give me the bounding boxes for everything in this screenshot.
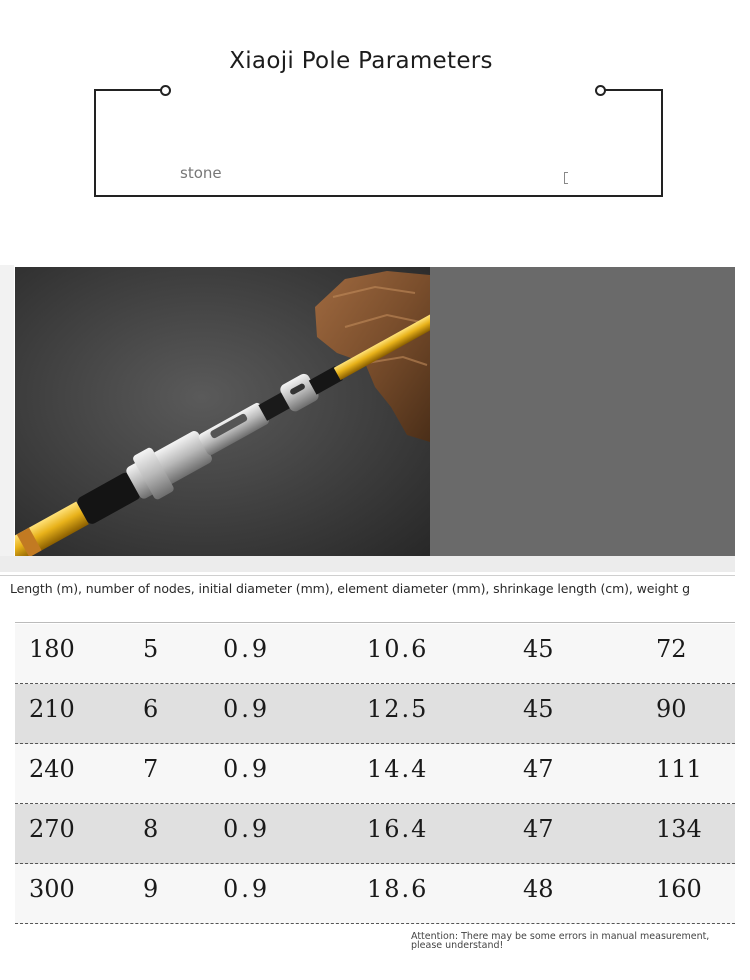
cell-initial-diameter: 0.9	[223, 875, 271, 903]
cell-initial-diameter: 0.9	[223, 815, 271, 843]
cell-weight: 90	[656, 695, 687, 723]
cell-shrinkage-length: 47	[523, 755, 554, 783]
cell-nodes: 7	[143, 755, 159, 783]
cell-initial-diameter: 0.9	[223, 635, 271, 663]
frame-subtitle: stone	[180, 164, 222, 182]
cell-length: 210	[29, 695, 75, 723]
cell-length: 270	[29, 815, 75, 843]
cell-length: 180	[29, 635, 75, 663]
cell-element-diameter: 18.6	[367, 875, 429, 903]
cell-initial-diameter: 0.9	[223, 695, 271, 723]
cell-nodes: 9	[143, 875, 159, 903]
table-row	[15, 804, 735, 864]
cell-initial-diameter: 0.9	[223, 755, 271, 783]
measurement-note	[411, 932, 731, 950]
cell-weight: 134	[656, 815, 702, 843]
cell-length: 240	[29, 755, 75, 783]
cell-shrinkage-length: 45	[523, 695, 554, 723]
cell-element-diameter: 16.4	[367, 815, 429, 843]
frame-left-dot	[160, 85, 171, 96]
parameters-table	[15, 624, 735, 924]
cell-shrinkage-length: 45	[523, 635, 554, 663]
caption-rule	[0, 575, 735, 576]
table-row	[15, 864, 735, 924]
frame-bracket-glyph	[564, 172, 568, 184]
cell-element-diameter: 14.4	[367, 755, 429, 783]
measurement-note-line1: Attention: There may be some errors in manual measurement,	[411, 931, 710, 942]
band-strip	[0, 556, 735, 572]
cell-shrinkage-length: 47	[523, 815, 554, 843]
table-row	[15, 744, 735, 804]
cell-nodes: 5	[143, 635, 159, 663]
table-top-rule	[15, 622, 735, 623]
frame-top-right-rule	[603, 89, 661, 91]
cell-element-diameter: 12.5	[367, 695, 429, 723]
frame-top-left-rule	[94, 89, 162, 91]
cell-shrinkage-length: 48	[523, 875, 554, 903]
measurement-note-line2: please understand!	[411, 940, 504, 951]
cell-weight: 111	[656, 755, 702, 783]
table-row	[15, 684, 735, 744]
cell-weight: 160	[656, 875, 702, 903]
product-photo	[15, 267, 430, 556]
cell-weight: 72	[656, 635, 687, 663]
cell-length: 300	[29, 875, 75, 903]
page-title: Xiaoji Pole Parameters	[229, 48, 493, 74]
cell-nodes: 8	[143, 815, 159, 843]
frame-right-dot	[595, 85, 606, 96]
cell-nodes: 6	[143, 695, 159, 723]
gray-panel	[430, 267, 735, 556]
table-caption: Length (m), number of nodes, initial diameter (mm), element diameter (mm), shrinkage length (cm), weight g	[10, 581, 690, 596]
cell-element-diameter: 10.6	[367, 635, 429, 663]
table-row	[15, 624, 735, 684]
